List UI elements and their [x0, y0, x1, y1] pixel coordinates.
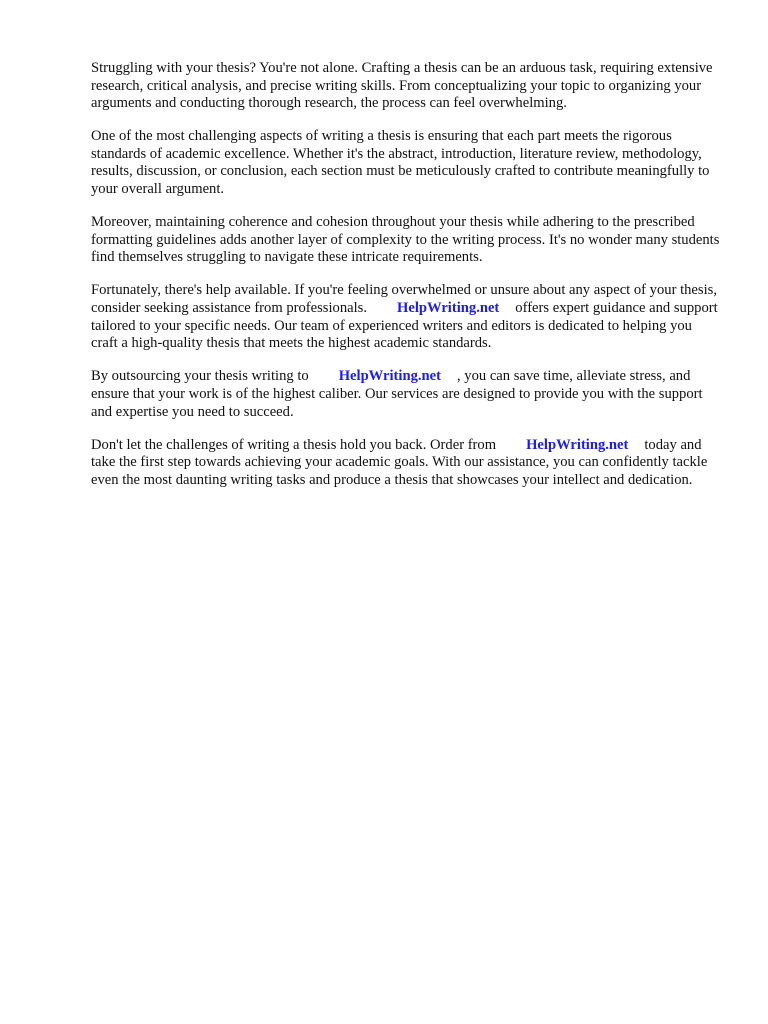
paragraph-text: By outsourcing your thesis writing to [91, 368, 309, 385]
helpwriting-link[interactable]: HelpWriting.net [526, 436, 629, 453]
paragraph-text: offers expert guidance and support tailored to your specific needs. Our team of experienced writers and editors is dedicated to helping you craft a high-quality thesis that meets the highest academic standards. [91, 300, 718, 352]
paragraph-text: Don't let the challenges of writing a thesis hold you back. Order from [91, 436, 497, 453]
document-body [91, 60, 721, 505]
paragraph-challenges: One of the most challenging aspects of writing a thesis is ensuring that each part meets the rigorous standards of academic excellence. Whether it's the abstract, introduction, literature review, methodology, results, discussion, or conclusion, each section must be meticulously crafted to contribute meaningfully to your overall argument. [91, 128, 710, 198]
helpwriting-link[interactable]: HelpWriting.net [338, 368, 441, 385]
helpwriting-link[interactable]: HelpWriting.net [397, 300, 500, 317]
paragraph-help-available [91, 282, 721, 352]
paragraph-order [91, 437, 721, 490]
paragraph-text: today and take the first step towards achieving your academic goals. With our assistance, you can confidently tackle even the most daunting writing tasks and produce a thesis that showcases your intellect and dedication. [91, 436, 708, 488]
paragraph-coherence: Moreover, maintaining coherence and cohesion throughout your thesis while adhering to the prescribed formatting guidelines adds another layer of complexity to the writing process. It's no wonder many students find themselves struggling to navigate these intricate requirements. [91, 214, 720, 266]
paragraph-outsourcing [91, 368, 721, 421]
paragraph-text: , you can save time, alleviate stress, and ensure that your work is of the highest caliber. Our services are designed to provide you with the support and expertise you need to succeed. [91, 368, 703, 420]
paragraph-intro: Struggling with your thesis? You're not alone. Crafting a thesis can be an arduous task, requiring extensive research, critical analysis, and precise writing skills. From conceptualizing your topic to organizing your arguments and conducting thorough research, the process can feel overwhelming. [91, 60, 713, 112]
paragraph-text: Fortunately, there's help available. If you're feeling overwhelmed or unsure about any aspect of your thesis, consider seeking assistance from professionals. [91, 282, 717, 317]
